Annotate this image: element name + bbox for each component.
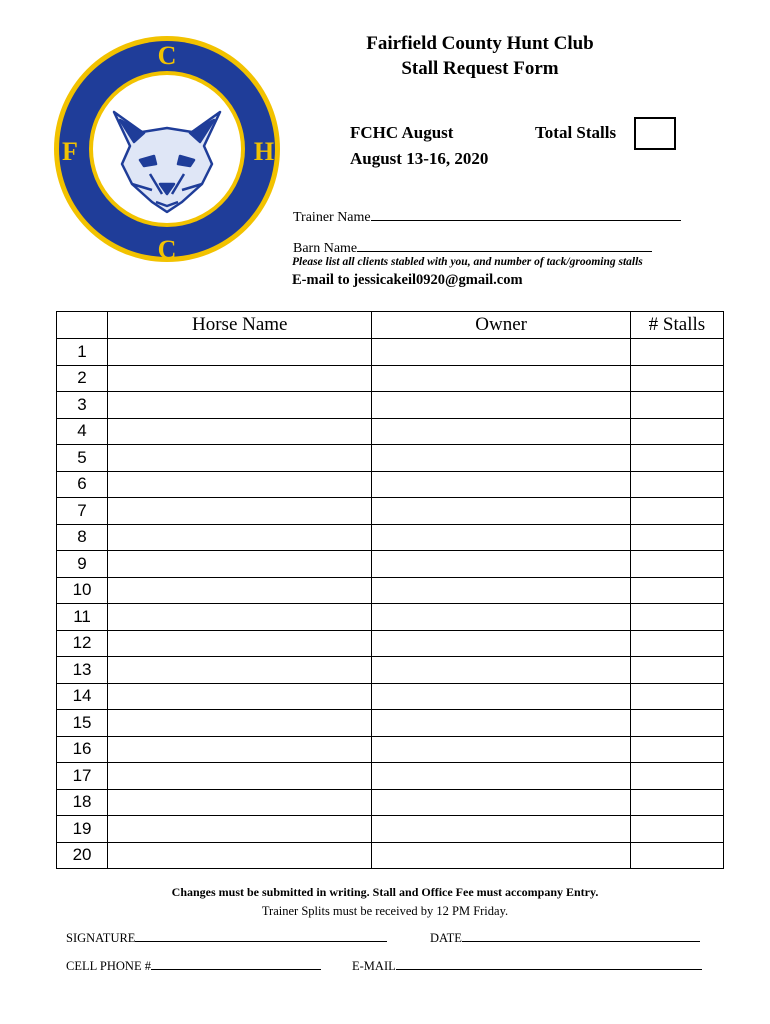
table-row [57, 577, 724, 604]
owner-cell[interactable] [372, 339, 630, 366]
table-row [57, 789, 724, 816]
owner-cell[interactable] [372, 551, 630, 578]
row-number: 11 [57, 604, 108, 631]
logo-letter-left: F [62, 137, 78, 166]
row-number: 3 [57, 392, 108, 419]
table-row [57, 418, 724, 445]
owner-cell[interactable] [372, 471, 630, 498]
horse-name-cell[interactable] [108, 604, 372, 631]
row-number: 14 [57, 683, 108, 710]
date-line[interactable] [462, 930, 700, 942]
table-row [57, 524, 724, 551]
row-number: 13 [57, 657, 108, 684]
row-number: 2 [57, 365, 108, 392]
owner-cell[interactable] [372, 763, 630, 790]
total-stalls-label: Total Stalls [535, 123, 617, 142]
horse-name-cell[interactable] [108, 365, 372, 392]
horse-name-cell[interactable] [108, 392, 372, 419]
stalls-cell[interactable] [630, 551, 723, 578]
row-number: 1 [57, 339, 108, 366]
stalls-cell[interactable] [630, 736, 723, 763]
row-number: 8 [57, 524, 108, 551]
owner-cell[interactable] [372, 418, 630, 445]
trainer-name-line[interactable] [371, 207, 681, 221]
stalls-cell[interactable] [630, 789, 723, 816]
cell-phone-label: CELL PHONE # [66, 959, 151, 973]
barn-name-line[interactable] [357, 238, 652, 252]
stall-request-table [56, 311, 724, 869]
table-row [57, 710, 724, 737]
signature-field[interactable] [66, 930, 387, 946]
row-number: 16 [57, 736, 108, 763]
header-owner: Owner [372, 312, 630, 339]
cell-phone-line[interactable] [151, 958, 321, 970]
table-row [57, 365, 724, 392]
logo-letter-bottom: C [157, 235, 177, 264]
row-number: 9 [57, 551, 108, 578]
logo-letter-right: H [253, 137, 275, 166]
table-row [57, 816, 724, 843]
owner-cell[interactable] [372, 392, 630, 419]
splits-notice: Trainer Splits must be received by 12 PM Friday. [261, 904, 509, 918]
owner-cell[interactable] [372, 710, 630, 737]
header-stalls: # Stalls [630, 312, 723, 339]
row-number: 4 [57, 418, 108, 445]
horse-name-cell[interactable] [108, 710, 372, 737]
submission-email: E-mail to jessicakeil0920@gmail.com [292, 272, 523, 288]
signature-label: SIGNATURE [66, 931, 136, 945]
row-number: 10 [57, 577, 108, 604]
header-horse-name: Horse Name [108, 312, 372, 339]
table-row [57, 683, 724, 710]
barn-name-label: Barn Name [293, 241, 358, 256]
row-number: 20 [57, 842, 108, 869]
stalls-cell[interactable] [630, 842, 723, 869]
stalls-cell[interactable] [630, 365, 723, 392]
owner-cell[interactable] [372, 657, 630, 684]
stalls-cell[interactable] [630, 683, 723, 710]
owner-cell[interactable] [372, 683, 630, 710]
date-label: DATE [430, 931, 462, 945]
table-row [57, 657, 724, 684]
horse-name-cell[interactable] [108, 736, 372, 763]
form-subtitle: Stall Request Form [401, 58, 559, 79]
horse-name-cell[interactable] [108, 551, 372, 578]
row-number: 12 [57, 630, 108, 657]
horse-name-cell[interactable] [108, 657, 372, 684]
table-row [57, 392, 724, 419]
stalls-cell[interactable] [630, 577, 723, 604]
stalls-cell[interactable] [630, 816, 723, 843]
form-club-title: Fairfield County Hunt Club [366, 33, 594, 54]
row-number: 18 [57, 789, 108, 816]
owner-cell[interactable] [372, 524, 630, 551]
horse-name-cell[interactable] [108, 842, 372, 869]
row-number: 7 [57, 498, 108, 525]
owner-cell[interactable] [372, 498, 630, 525]
total-stalls-box[interactable] [634, 117, 676, 150]
table-row [57, 339, 724, 366]
owner-cell[interactable] [372, 577, 630, 604]
stalls-cell[interactable] [630, 471, 723, 498]
table-row [57, 842, 724, 869]
logo-letter-top: C [157, 41, 177, 70]
barn-name-field[interactable] [293, 238, 652, 257]
horse-name-cell[interactable] [108, 498, 372, 525]
horse-name-cell[interactable] [108, 789, 372, 816]
table-row [57, 736, 724, 763]
signature-line[interactable] [135, 930, 387, 942]
stalls-cell[interactable] [630, 657, 723, 684]
horse-name-cell[interactable] [108, 339, 372, 366]
changes-notice: Changes must be submitted in writing. Stall and Office Fee must accompany Entry. [171, 885, 599, 899]
row-number: 15 [57, 710, 108, 737]
table-row [57, 445, 724, 472]
email-label: E-MAIL [352, 959, 396, 973]
horse-name-cell[interactable] [108, 471, 372, 498]
stalls-cell[interactable] [630, 763, 723, 790]
header-number [57, 312, 108, 339]
horse-name-cell[interactable] [108, 763, 372, 790]
table-header-row [57, 312, 724, 339]
owner-cell[interactable] [372, 816, 630, 843]
horse-name-cell[interactable] [108, 577, 372, 604]
table-row [57, 498, 724, 525]
stalls-cell[interactable] [630, 604, 723, 631]
horse-name-cell[interactable] [108, 816, 372, 843]
stalls-cell[interactable] [630, 630, 723, 657]
stalls-cell[interactable] [630, 339, 723, 366]
horse-name-cell[interactable] [108, 445, 372, 472]
owner-cell[interactable] [372, 842, 630, 869]
table-row [57, 763, 724, 790]
email-line[interactable] [396, 958, 702, 970]
owner-cell[interactable] [372, 365, 630, 392]
horse-name-cell[interactable] [108, 524, 372, 551]
trainer-name-field[interactable] [293, 207, 681, 226]
table-row [57, 630, 724, 657]
trainer-name-label: Trainer Name [293, 210, 371, 225]
owner-cell[interactable] [372, 630, 630, 657]
row-number: 17 [57, 763, 108, 790]
cell-phone-field[interactable] [66, 958, 321, 974]
row-number: 6 [57, 471, 108, 498]
event-name: FCHC August [350, 123, 454, 142]
stalls-cell[interactable] [630, 710, 723, 737]
table-row [57, 604, 724, 631]
table-row [57, 471, 724, 498]
stalls-cell[interactable] [630, 498, 723, 525]
horse-name-cell[interactable] [108, 418, 372, 445]
club-logo [52, 34, 282, 264]
event-dates: August 13-16, 2020 [350, 149, 489, 168]
email-field[interactable] [352, 958, 702, 974]
row-number: 5 [57, 445, 108, 472]
date-field[interactable] [430, 930, 700, 946]
table-row [57, 551, 724, 578]
stalls-cell[interactable] [630, 392, 723, 419]
instructions-note: Please list all clients stabled with you, and number of tack/grooming stalls [292, 256, 643, 268]
horse-name-cell[interactable] [108, 683, 372, 710]
stalls-cell[interactable] [630, 524, 723, 551]
stalls-cell[interactable] [630, 418, 723, 445]
owner-cell[interactable] [372, 789, 630, 816]
owner-cell[interactable] [372, 445, 630, 472]
owner-cell[interactable] [372, 604, 630, 631]
row-number: 19 [57, 816, 108, 843]
horse-name-cell[interactable] [108, 630, 372, 657]
stalls-cell[interactable] [630, 445, 723, 472]
owner-cell[interactable] [372, 736, 630, 763]
